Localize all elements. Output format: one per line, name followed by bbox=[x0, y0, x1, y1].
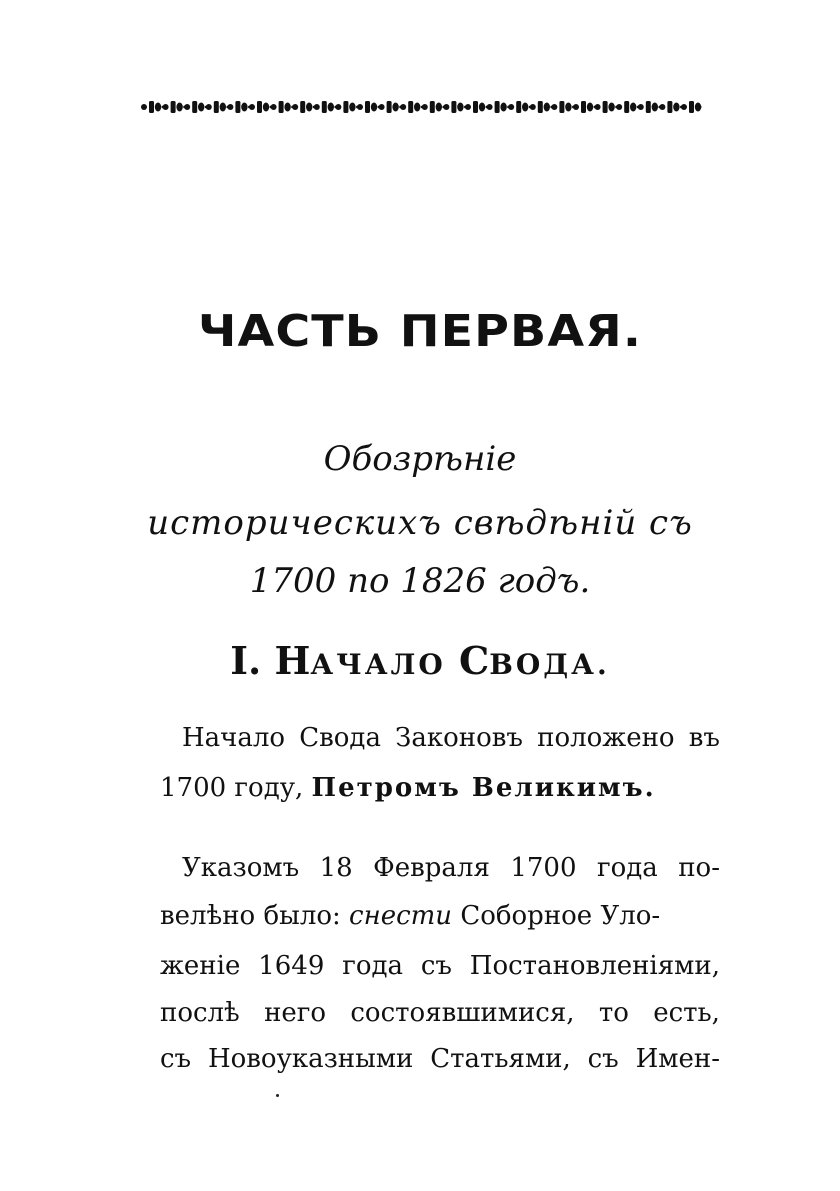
fleuron-unit bbox=[379, 101, 402, 113]
word: съ bbox=[160, 1044, 192, 1074]
word: Указомъ bbox=[182, 853, 300, 883]
fleuron-unit bbox=[184, 101, 207, 113]
fleuron-unit bbox=[530, 101, 553, 113]
section-word-2-rest: ВОДА bbox=[489, 648, 597, 681]
fleuron-unit bbox=[292, 101, 315, 113]
section-heading bbox=[0, 638, 840, 683]
section-numeral: I. bbox=[230, 638, 262, 683]
word: женіе bbox=[160, 951, 241, 981]
word: съ bbox=[587, 1044, 619, 1074]
word: то bbox=[598, 998, 629, 1028]
paragraph-1-line-2 bbox=[160, 775, 720, 801]
word: есть, bbox=[653, 998, 720, 1028]
fleuron-unit bbox=[551, 101, 574, 113]
word: Постановленіями, bbox=[469, 951, 720, 981]
fleuron-unit bbox=[335, 101, 358, 113]
emphasized-name: Петромъ Великимъ. bbox=[311, 773, 656, 803]
subtitle-line-3: 1700 по 1826 годъ. bbox=[249, 561, 591, 601]
fleuron-unit bbox=[616, 101, 639, 113]
word: по- bbox=[678, 853, 720, 883]
fleuron-unit bbox=[141, 101, 164, 113]
word: 1649 bbox=[258, 951, 325, 981]
word: Новоуказными bbox=[207, 1044, 414, 1074]
fleuron-unit bbox=[638, 101, 661, 113]
section-word-1-rest: АЧАЛО bbox=[310, 648, 446, 681]
word: 1700 bbox=[510, 853, 577, 883]
fleuron-unit bbox=[443, 101, 466, 113]
paragraph-2-line-4 bbox=[160, 1000, 720, 1026]
section-word-2-initial: С bbox=[458, 638, 490, 683]
subtitle-line-2: историческихъ свѣдѣній съ bbox=[147, 503, 693, 543]
word: Февраля bbox=[373, 853, 490, 883]
word: съ bbox=[420, 951, 452, 981]
fleuron-unit bbox=[357, 101, 380, 113]
word: Законовъ bbox=[395, 723, 523, 753]
word: Статьями, bbox=[430, 1044, 571, 1074]
word: Имен- bbox=[635, 1044, 720, 1074]
word: въ bbox=[688, 723, 720, 753]
paragraph-2-line-3 bbox=[160, 953, 720, 979]
part-title: ЧАСТЬ ПЕРВАЯ. bbox=[198, 306, 642, 357]
word: послѣ bbox=[160, 998, 240, 1028]
text-run: 1700 году, bbox=[160, 773, 312, 803]
word: Свода bbox=[299, 723, 381, 753]
word: Начало bbox=[182, 723, 286, 753]
fleuron-unit bbox=[681, 101, 702, 113]
subtitle-line-1: Обозрѣніе bbox=[323, 439, 517, 479]
fleuron-unit bbox=[595, 101, 618, 113]
text-run: велѣно было: bbox=[160, 901, 350, 931]
fleuron-unit bbox=[508, 101, 531, 113]
fleuron-unit bbox=[227, 101, 250, 113]
word: 18 bbox=[319, 853, 353, 883]
fleuron-unit bbox=[314, 101, 337, 113]
paragraph-1-line-1 bbox=[182, 725, 720, 751]
section-heading-end: . bbox=[596, 648, 610, 681]
word: состоявшимися, bbox=[350, 998, 575, 1028]
fleuron-unit bbox=[249, 101, 272, 113]
fleuron-unit bbox=[163, 101, 186, 113]
word: него bbox=[264, 998, 327, 1028]
fleuron-unit bbox=[573, 101, 596, 113]
fleuron-unit bbox=[271, 101, 294, 113]
emphasized-word: снести bbox=[349, 901, 453, 931]
paragraph-2-line-5 bbox=[160, 1046, 720, 1072]
fleuron-unit bbox=[487, 101, 510, 113]
fleuron-unit bbox=[422, 101, 445, 113]
fleuron-unit bbox=[400, 101, 423, 113]
text-run: Соборное Уло- bbox=[452, 901, 661, 931]
word: года bbox=[596, 853, 658, 883]
fleuron-unit bbox=[465, 101, 488, 113]
fleuron-unit bbox=[206, 101, 229, 113]
section-word-1-initial: Н bbox=[274, 638, 311, 683]
paragraph-2-line-1 bbox=[182, 855, 720, 881]
word: положено bbox=[537, 723, 675, 753]
print-speck bbox=[276, 1094, 279, 1097]
word: года bbox=[342, 951, 403, 981]
paragraph-2-line-2 bbox=[160, 903, 720, 929]
fleuron-unit bbox=[659, 101, 682, 113]
fleuron-border-icon bbox=[140, 94, 702, 120]
